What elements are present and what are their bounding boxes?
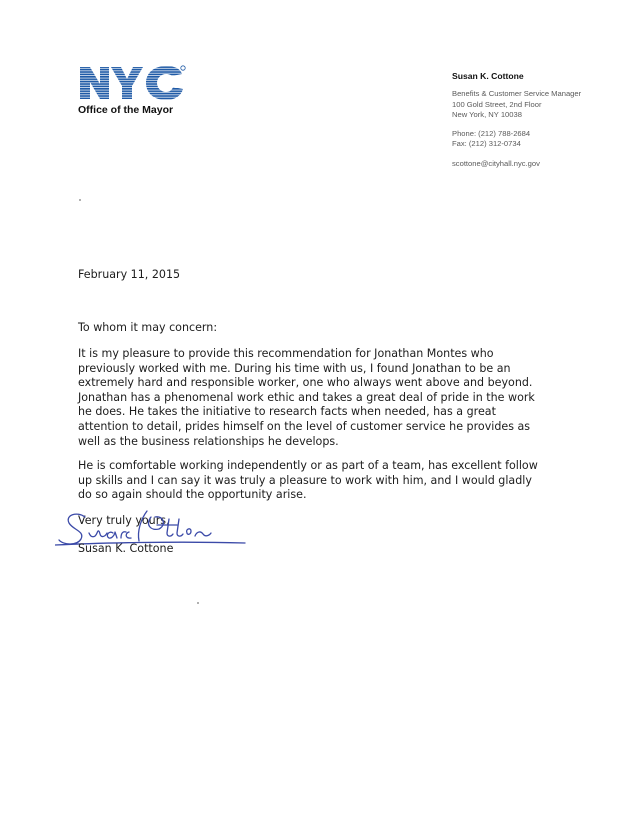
paragraph-line: extremely hard and responsible worker, one who always went above and beyond. [78, 376, 533, 390]
paragraph-1 [78, 347, 564, 449]
paragraph-line: he does. He takes the initiative to research facts when needed, has a great [78, 405, 496, 419]
sender-block [452, 71, 632, 169]
sender-fax: Fax: (212) 312-0734 [452, 139, 521, 149]
paragraph-2 [78, 459, 564, 503]
scan-speck [79, 199, 81, 201]
paragraph-line: Jonathan has a phenomenal work ethic and takes a great deal of pride in the work [78, 390, 535, 404]
sender-address-line2: New York, NY 10038 [452, 109, 522, 119]
scan-speck [197, 602, 199, 604]
closing: Very truly yours, [78, 514, 170, 527]
paragraph-line: well as the business relationships he develops. [78, 434, 339, 448]
office-of-the-mayor: Office of the Mayor [78, 104, 174, 116]
signer-name: Susan K. Cottone [78, 542, 174, 555]
letter-date: February 11, 2015 [78, 268, 181, 281]
sender-name: Susan K. Cottone [452, 71, 524, 81]
sender-address-line1: 100 Gold Street, 2nd Floor [452, 99, 542, 109]
paragraph-line: previously worked with me. During his time with us, I found Jonathan to be an [78, 361, 511, 375]
sender-phone: Phone: (212) 788-2684 [452, 129, 531, 139]
salutation: To whom it may concern: [78, 321, 218, 334]
sender-email: scottone@cityhall.nyc.gov [452, 158, 540, 168]
paragraph-line: do so again should the opportunity arise. [78, 488, 307, 502]
nyc-logo-mark [78, 64, 186, 102]
paragraph-line: up skills and I can say it was truly a pleasure to work with him, and I would gladly [78, 473, 532, 487]
paragraph-line: attention to detail, prides himself on the level of customer service he provides as [78, 419, 531, 433]
sender-title: Benefits & Customer Service Manager [452, 89, 582, 99]
paragraph-line: He is comfortable working independently or as part of a team, has excellent follow [78, 459, 538, 472]
paragraph-line: It is my pleasure to provide this recommendation for Jonathan Montes who [78, 347, 494, 360]
nyc-logo [78, 64, 188, 102]
